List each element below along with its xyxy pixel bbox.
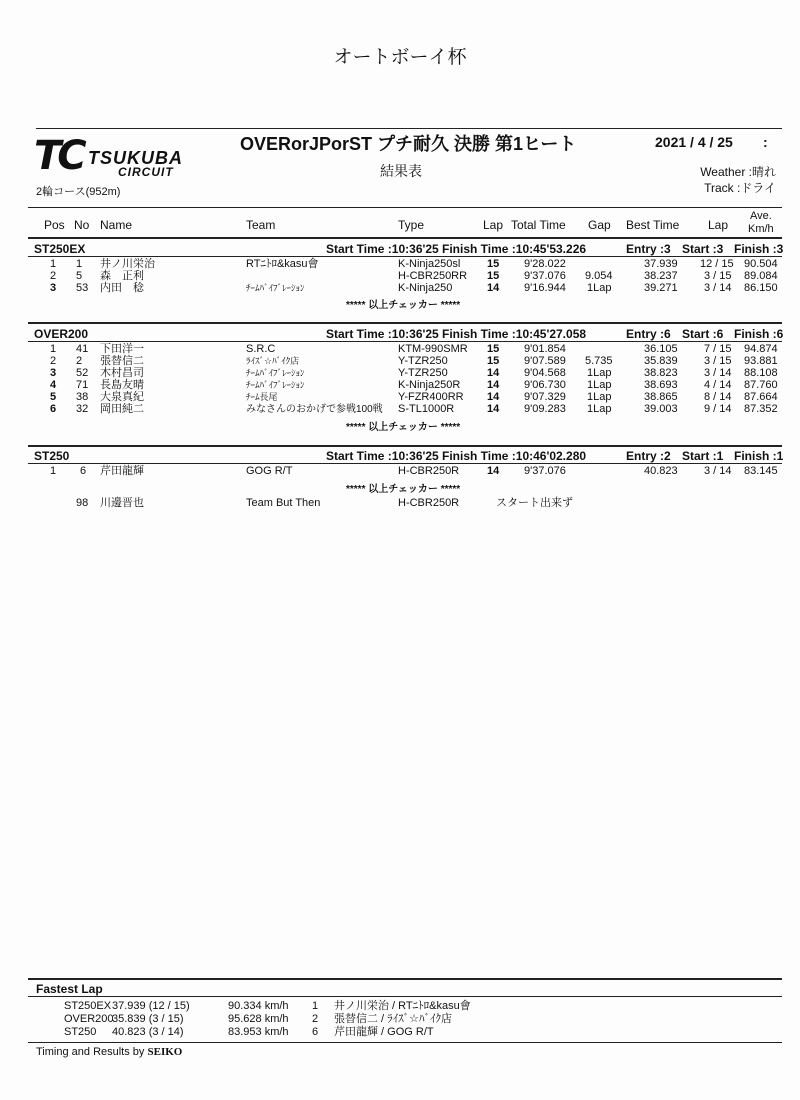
fastest-rule — [28, 996, 782, 997]
pos: 4 — [50, 379, 57, 391]
best-time: 39.271 — [644, 282, 678, 294]
pos: 2 — [50, 355, 57, 367]
gap: 1Lap — [587, 403, 612, 415]
best-time: 37.939 — [644, 258, 678, 270]
header-bottom-rule — [28, 237, 782, 239]
fastest-time: 35.839 (3 / 15) — [112, 1013, 184, 1025]
team: みなさんのおかげで参戦100戦 — [246, 404, 383, 415]
car-no: 32 — [76, 403, 89, 415]
weather-label: Weather :晴れ — [700, 165, 776, 179]
checker-note: ***** 以上チェッカー ***** — [346, 300, 461, 311]
fastest-time: 40.823 (3 / 14) — [112, 1026, 184, 1038]
car-no: 1 — [76, 258, 83, 270]
machine-type: Y-TZR250 — [398, 367, 448, 379]
total-time: 9'04.568 — [524, 367, 566, 379]
pos: 5 — [50, 391, 57, 403]
pos: 2 — [50, 270, 57, 282]
fastest-no: 2 — [312, 1013, 319, 1025]
header-gap: Gap — [588, 218, 611, 232]
rider-name: 井ノ川栄治 — [100, 258, 155, 270]
total-time: 9'07.329 — [524, 391, 566, 403]
seiko-logo: SEIKO — [147, 1046, 183, 1058]
laps: 14 — [487, 465, 500, 477]
best-lap: 3 / 14 — [704, 465, 732, 477]
car-no: 52 — [76, 367, 89, 379]
fastest-rider: 芹田龍輝 / GOG R/T — [334, 1026, 434, 1038]
best-time: 38.823 — [644, 367, 678, 379]
fastest-lap-row — [0, 1026, 800, 1039]
track-label: Track :ドライ — [704, 181, 776, 195]
class-rule — [28, 341, 782, 342]
team: ﾁｰﾑﾊﾞｲﾌﾞﾚｰｼｮﾝ — [246, 368, 305, 378]
class-name: ST250EX — [34, 242, 86, 256]
best-time: 36.105 — [644, 343, 678, 355]
pos: 3 — [50, 367, 57, 379]
header-type: Type — [398, 218, 425, 232]
logo-mark: TC — [34, 133, 83, 179]
rider-name: 内田 稔 — [100, 282, 144, 294]
fastest-no: 1 — [312, 1000, 319, 1012]
header-team: Team — [246, 218, 276, 232]
pos: 1 — [50, 465, 57, 477]
header-pos: Pos — [44, 218, 65, 232]
class-rule — [28, 256, 782, 257]
ave-speed: 88.108 — [744, 367, 778, 379]
fastest-speed: 83.953 km/h — [228, 1026, 289, 1038]
pos: 1 — [50, 258, 57, 270]
car-no: 41 — [76, 343, 89, 355]
best-time: 35.839 — [644, 355, 678, 367]
header-name: Name — [100, 218, 133, 232]
machine-type: KTM-990SMR — [398, 343, 468, 355]
car-no: 98 — [76, 497, 89, 509]
best-lap: 8 / 14 — [704, 391, 732, 403]
fastest-class: ST250EX — [64, 1000, 112, 1012]
rider-name: 下田洋一 — [100, 343, 144, 355]
fastest-lap-row — [0, 1013, 800, 1026]
team: ﾁｰﾑﾊﾞｲﾌﾞﾚｰｼｮﾝ — [246, 380, 305, 390]
class-finish-count: Finish :1 — [734, 449, 784, 463]
team: Team But Then — [246, 497, 321, 509]
event-date: 2021 / 4 / 25 — [655, 134, 733, 150]
rider-name: 岡田純二 — [100, 403, 144, 415]
sheet-title: オートボーイ杯 — [333, 47, 467, 68]
laps: 14 — [487, 282, 500, 294]
ave-speed: 83.145 — [744, 465, 778, 477]
best-time: 39.003 — [644, 403, 678, 415]
car-no: 53 — [76, 282, 89, 294]
fastest-time: 37.939 (12 / 15) — [112, 1000, 190, 1012]
header-ave: Ave. — [750, 210, 772, 222]
gap: 1Lap — [587, 379, 612, 391]
machine-type: K-Ninja250sl — [398, 258, 461, 270]
ave-speed: 93.881 — [744, 355, 778, 367]
total-time: 9'01.854 — [524, 343, 566, 355]
class-start-count: Start :3 — [682, 242, 724, 256]
team: RTﾆﾄﾛ&kasu會 — [246, 258, 319, 270]
gap: 1Lap — [587, 391, 612, 403]
fastest-rider: 張替信二 / ﾗｲｽﾞ☆ﾊﾞｲｸ店 — [334, 1013, 453, 1025]
pos: 3 — [50, 282, 57, 294]
laps: 14 — [487, 379, 500, 391]
class-start-count: Start :6 — [682, 327, 724, 341]
fastest-rider: 井ノ川栄治 / RTﾆﾄﾛ&kasu會 — [334, 1000, 471, 1012]
footer-rule — [28, 1042, 782, 1043]
rider-name: 長島友晴 — [100, 379, 144, 391]
total-time: 9'28.022 — [524, 258, 566, 270]
machine-type: S-TL1000R — [398, 403, 455, 415]
best-lap: 12 / 15 — [700, 258, 734, 270]
table-top-rule — [28, 207, 782, 208]
class-top-rule — [28, 322, 782, 324]
best-lap: 3 / 14 — [704, 282, 732, 294]
total-time: 9'06.730 — [524, 379, 566, 391]
header-best-time: Best Time — [626, 218, 680, 232]
class-finish-time: Finish Time :10:46'02.280 — [442, 449, 587, 463]
car-no: 6 — [80, 465, 87, 477]
rider-name: 芹田龍輝 — [100, 465, 144, 477]
team: GOG R/T — [246, 465, 293, 477]
fastest-top-rule — [28, 978, 782, 980]
class-entry: Entry :2 — [626, 449, 671, 463]
header-total-time: Total Time — [511, 218, 566, 232]
class-top-rule — [28, 445, 782, 447]
fastest-lap-title: Fastest Lap — [36, 982, 103, 996]
ave-speed: 90.504 — [744, 258, 778, 270]
rider-name: 川邊晋也 — [100, 497, 144, 509]
ave-speed: 87.352 — [744, 403, 778, 415]
team: ﾗｲｽﾞ☆ﾊﾞｲｸ店 — [246, 356, 300, 366]
gap: 9.054 — [585, 270, 613, 282]
ave-speed: 87.760 — [744, 379, 778, 391]
laps: 14 — [487, 391, 500, 403]
fastest-class: OVER200 — [64, 1013, 114, 1025]
ave-speed: 89.084 — [744, 270, 778, 282]
rider-name: 大泉真紀 — [100, 391, 144, 403]
checker-note: ***** 以上チェッカー ***** — [346, 422, 461, 433]
machine-type: K-Ninja250R — [398, 379, 461, 391]
total-time: 9'16.944 — [524, 282, 566, 294]
class-name: ST250 — [34, 449, 70, 463]
class-rule — [28, 463, 782, 464]
best-time: 38.237 — [644, 270, 678, 282]
machine-type: H-CBR250R — [398, 497, 460, 509]
fastest-speed: 90.334 km/h — [228, 1000, 289, 1012]
event-title: OVERorJPorST プチ耐久 決勝 第1ヒート — [240, 134, 577, 154]
laps: 14 — [487, 403, 500, 415]
best-lap: 3 / 14 — [704, 367, 732, 379]
table-row — [0, 403, 800, 416]
total-time: 9'07.589 — [524, 355, 566, 367]
table-row-dns — [0, 497, 800, 510]
laps: 15 — [487, 355, 500, 367]
logo-text-tsukuba: TSUKUBA — [88, 148, 183, 168]
best-lap: 4 / 14 — [704, 379, 732, 391]
checker-note: ***** 以上チェッカー ***** — [346, 484, 461, 495]
class-entry: Entry :6 — [626, 327, 671, 341]
header-no: No — [74, 218, 90, 232]
class-start-time: Start Time :10:36'25 — [326, 449, 439, 463]
machine-type: H-CBR250R — [398, 465, 460, 477]
best-lap: 3 / 15 — [704, 270, 732, 282]
course-label: 2輪コース(952m) — [36, 186, 121, 198]
best-lap: 9 / 14 — [704, 403, 732, 415]
class-start-time: Start Time :10:36'25 — [326, 327, 439, 341]
best-time: 38.865 — [644, 391, 678, 403]
header-lap: Lap — [483, 218, 504, 232]
laps: 14 — [487, 367, 500, 379]
dns-note: スタート出来ず — [496, 497, 573, 509]
table-row — [0, 465, 800, 478]
ave-speed: 94.874 — [744, 343, 778, 355]
logo-text-circuit: CIRCUIT — [118, 165, 174, 179]
event-time: : — [763, 134, 768, 150]
class-start-time: Start Time :10:36'25 — [326, 242, 439, 256]
fastest-lap-row — [0, 1000, 800, 1013]
class-name: OVER200 — [34, 327, 89, 341]
total-time: 9'37.076 — [524, 270, 566, 282]
team: S.R.C — [246, 343, 276, 355]
class-finish-time: Finish Time :10:45'53.226 — [442, 242, 587, 256]
fastest-speed: 95.628 km/h — [228, 1013, 289, 1025]
total-time: 9'37.076 — [524, 465, 566, 477]
header-kmh: Km/h — [748, 223, 774, 235]
table-row — [0, 282, 800, 295]
best-time: 38.693 — [644, 379, 678, 391]
ave-speed: 86.150 — [744, 282, 778, 294]
header-top-rule — [36, 128, 782, 129]
header-best-lap: Lap — [708, 218, 729, 232]
class-finish-count: Finish :3 — [734, 242, 784, 256]
car-no: 71 — [76, 379, 89, 391]
class-finish-time: Finish Time :10:45'27.058 — [442, 327, 587, 341]
car-no: 2 — [76, 355, 83, 367]
footer-prefix: Timing and Results by — [36, 1046, 148, 1058]
footer-credit — [36, 1046, 182, 1058]
class-finish-count: Finish :6 — [734, 327, 784, 341]
fastest-no: 6 — [312, 1026, 319, 1038]
ave-speed: 87.664 — [744, 391, 778, 403]
fastest-class: ST250 — [64, 1026, 97, 1038]
pos: 1 — [50, 343, 57, 355]
laps: 15 — [487, 270, 500, 282]
car-no: 5 — [76, 270, 83, 282]
laps: 15 — [487, 258, 500, 270]
tsukuba-circuit-logo — [34, 134, 209, 182]
gap: 1Lap — [587, 367, 612, 379]
team: ﾁｰﾑﾊﾞｲﾌﾞﾚｰｼｮﾝ — [246, 283, 305, 293]
gap: 1Lap — [587, 282, 612, 294]
laps: 15 — [487, 343, 500, 355]
best-time: 40.823 — [644, 465, 678, 477]
result-title: 結果表 — [380, 163, 422, 179]
best-lap: 3 / 15 — [704, 355, 732, 367]
machine-type: H-CBR250RR — [398, 270, 468, 282]
machine-type: Y-TZR250 — [398, 355, 448, 367]
class-start-count: Start :1 — [682, 449, 724, 463]
rider-name: 木村昌司 — [100, 367, 144, 379]
machine-type: Y-FZR400RR — [398, 391, 464, 403]
pos: 6 — [50, 403, 57, 415]
best-lap: 7 / 15 — [704, 343, 732, 355]
machine-type: K-Ninja250 — [398, 282, 453, 294]
rider-name: 張替信二 — [100, 355, 144, 367]
class-entry: Entry :3 — [626, 242, 671, 256]
total-time: 9'09.283 — [524, 403, 566, 415]
gap: 5.735 — [585, 355, 613, 367]
rider-name: 森 正利 — [100, 270, 144, 282]
car-no: 38 — [76, 391, 89, 403]
team: ﾁｰﾑ長尾 — [246, 392, 278, 402]
